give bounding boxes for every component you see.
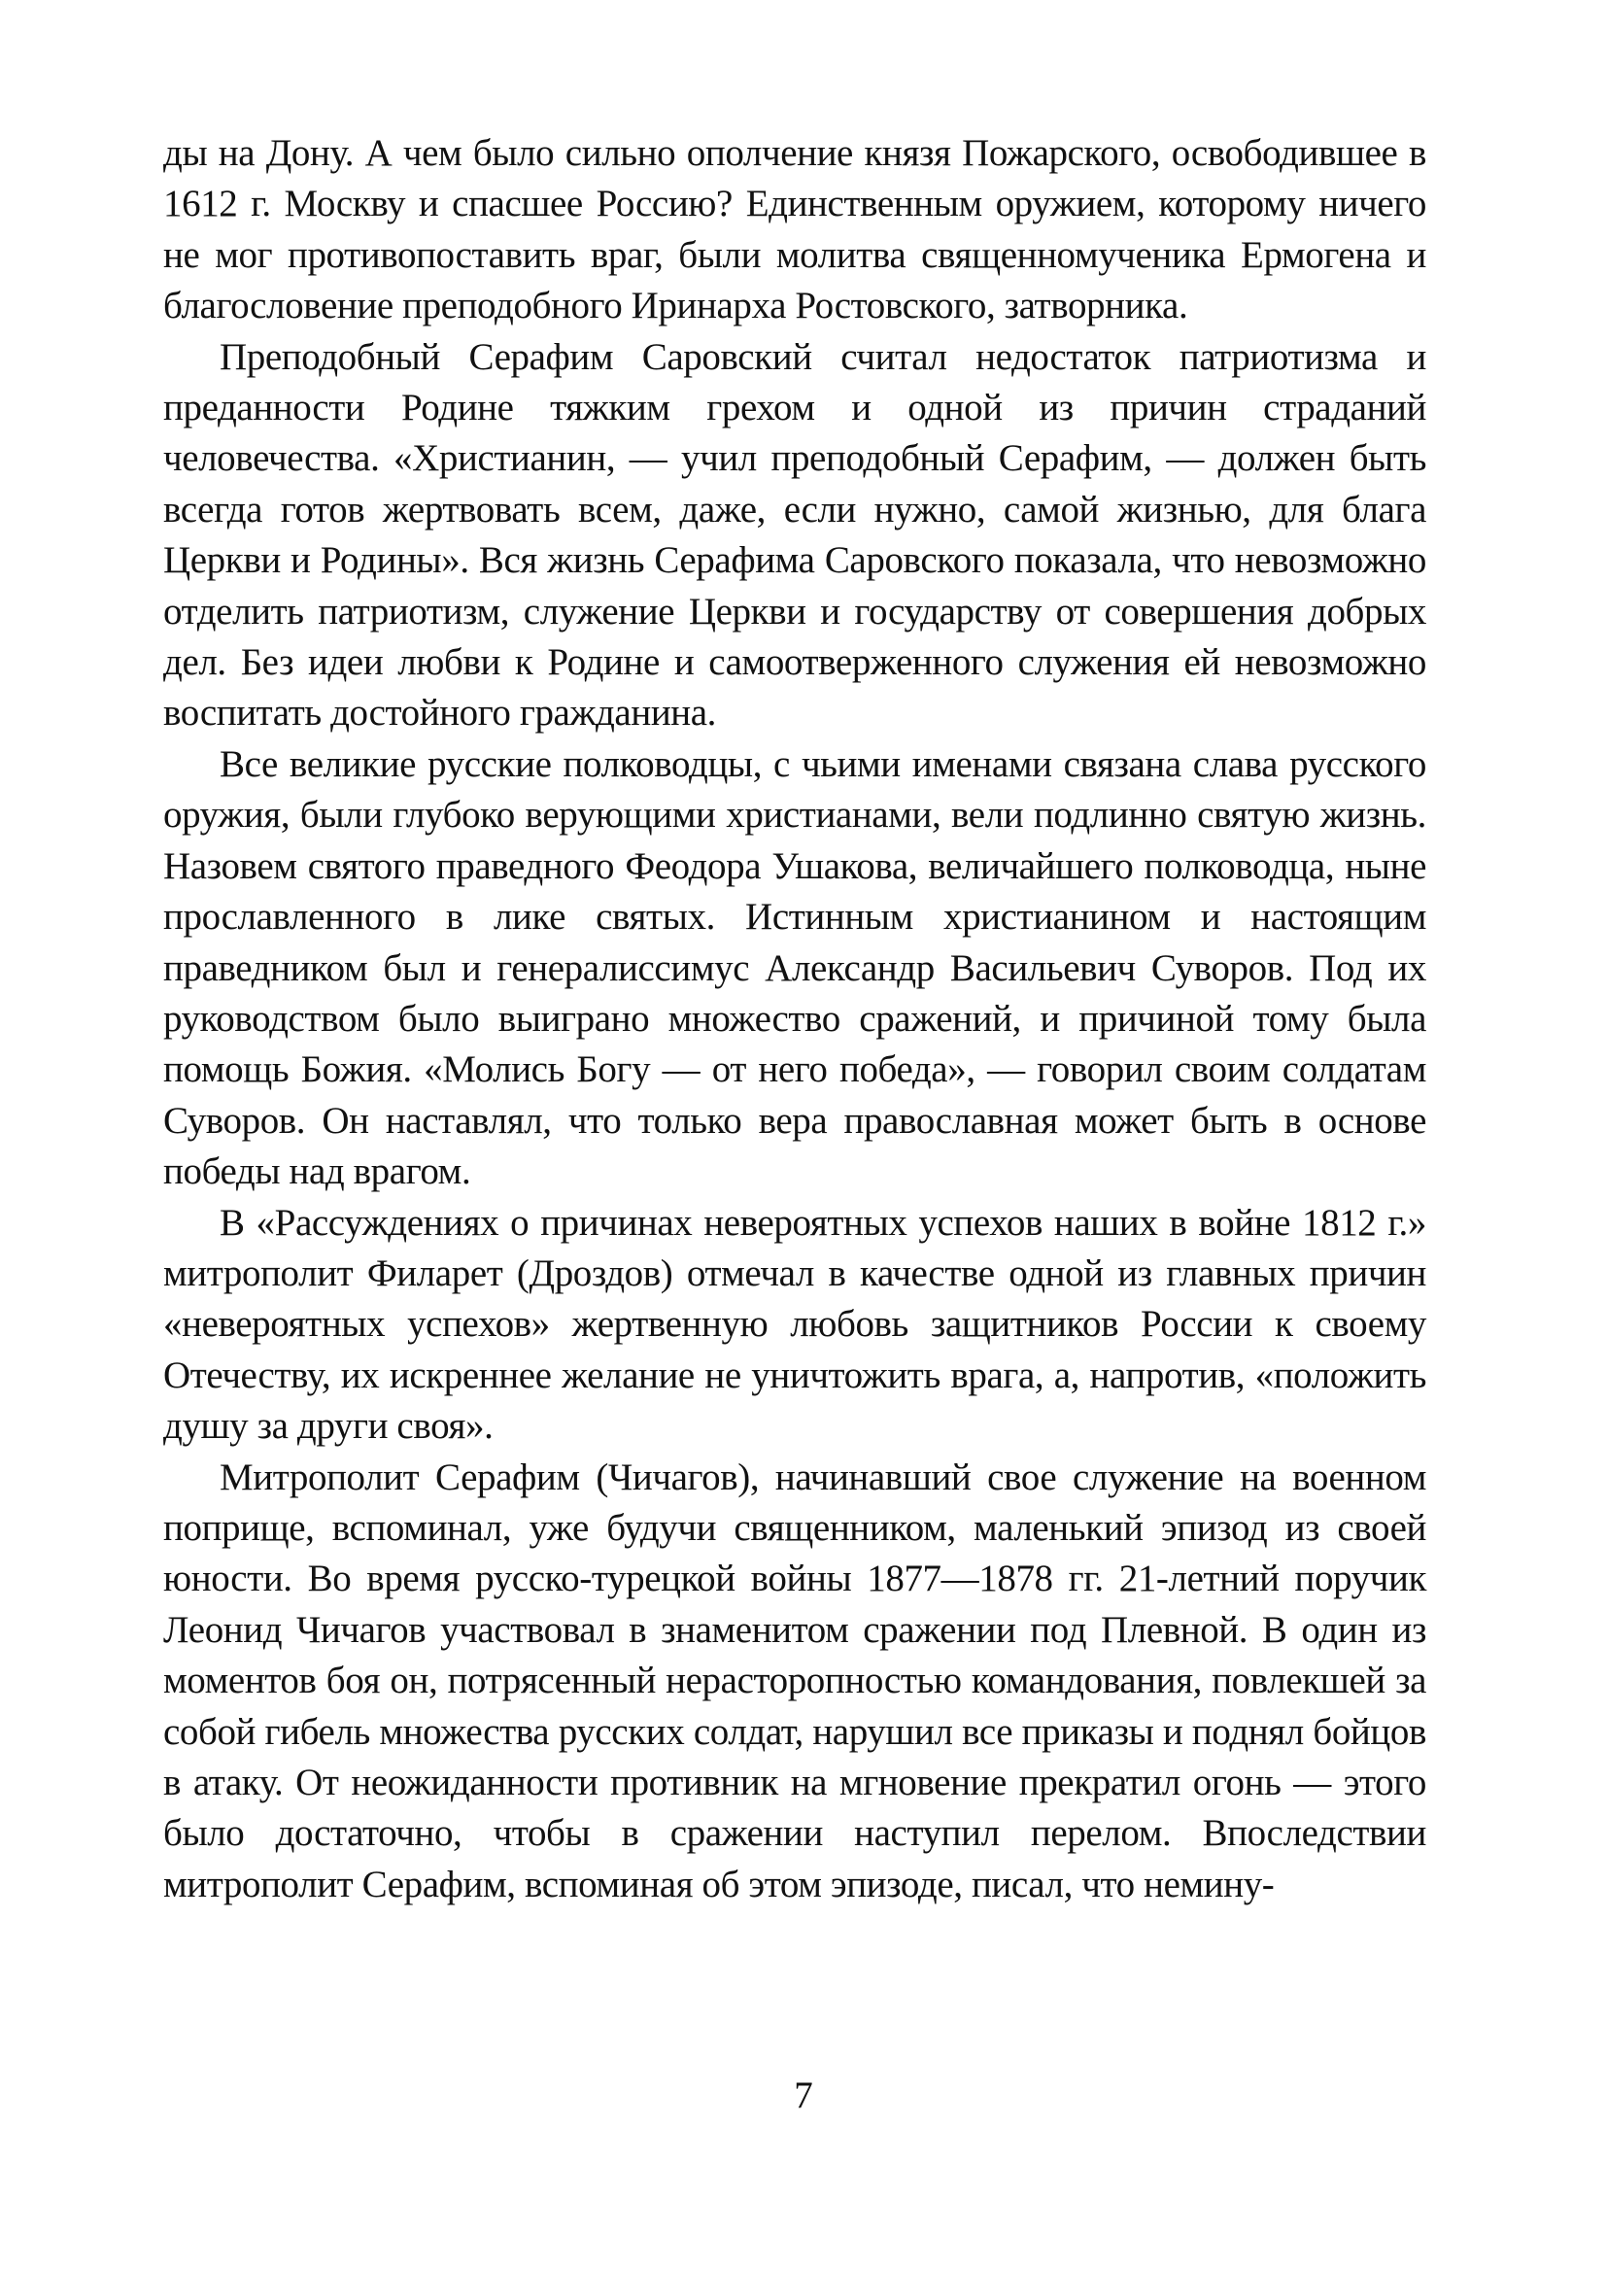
paragraph-filaret-drozdov: В «Рассуждениях о причинах невероятных успехов наших в войне 1812 г.» митрополит Филарет (Дроздов) отмечал в качестве одной из главных причин «невероятных успехов» жертвенную любовь защитников России к своему Отечеству, их искреннее желание не уничтожить врага, а, напротив, «положить душу за други своя». [163,1201,1426,1448]
paragraph-seraphim-chichagov: Митрополит Серафим (Чичагов), начинавший свое служение на военном поприще, вспоминал, уже будучи священником, маленький эпизод из своей юности. Во время русско-турецкой войны 1877—1878 гг. 21-летний поручик Леонид Чичагов участвовал в знаменитом сражении под Плевной. В один из моментов боя он, потрясенный нерасторопностью командования, повлекшей за собой гибель множества русских солдат, нарушил все приказы и поднял бойцов в атаку. От неожиданности противник на мгновение прекратил огонь — этого было достаточно, чтобы в сражении наступил перелом. Впоследствии митрополит Серафим, вспоминая об этом эпизоде, писал, что немину- [163,1456,1426,1905]
body-text [163,128,1426,1910]
paragraph-russian-commanders: Все великие русские полководцы, с чьими именами связана слава русского оружия, были глубоко верующими христианами, вели подлинно святую жизнь. Назовем святого праведного Феодора Ушакова, величайшего полководца, ныне прославленного в лике святых. Истинным христианином и настоящим праведником был и генералиссимус Александр Васильевич Суворов. Под их руководством было выиграно множество сражений, и причиной тому была помощь Божия. «Молись Богу — от него победа», — говорил своим солдатам Суворов. Он наставлял, что только вера православная может быть в основе победы над врагом. [163,742,1426,1193]
paragraph-seraphim-sarovsky: Преподобный Серафим Саровский считал недостаток патриотизма и преданности Родине тяжким грехом и одной из причин страданий человечества. «Христианин, — учил преподобный Серафим, — должен быть всегда готов жертвовать всем, даже, если нужно, самой жизнью, для блага Церкви и Родины». Вся жизнь Серафима Саровского показала, что невозможно отделить патриотизм, служение Церкви и государству от совершения добрых дел. Без идеи любви к Родине и самоотверженного служения ей невозможно воспитать достойного гражданина. [163,335,1426,735]
paragraph-continuation: ды на Дону. А чем было сильно ополчение князя Пожарского, освободившее в 1612 г. Москву и спасшее Россию? Единственным оружием, которому ничего не мог противопоставить враг, были молитва священномученика Ермогена и благословение преподобного Иринарха Ростовского, затворника. [163,132,1426,327]
page-number: 7 [794,2074,813,2116]
